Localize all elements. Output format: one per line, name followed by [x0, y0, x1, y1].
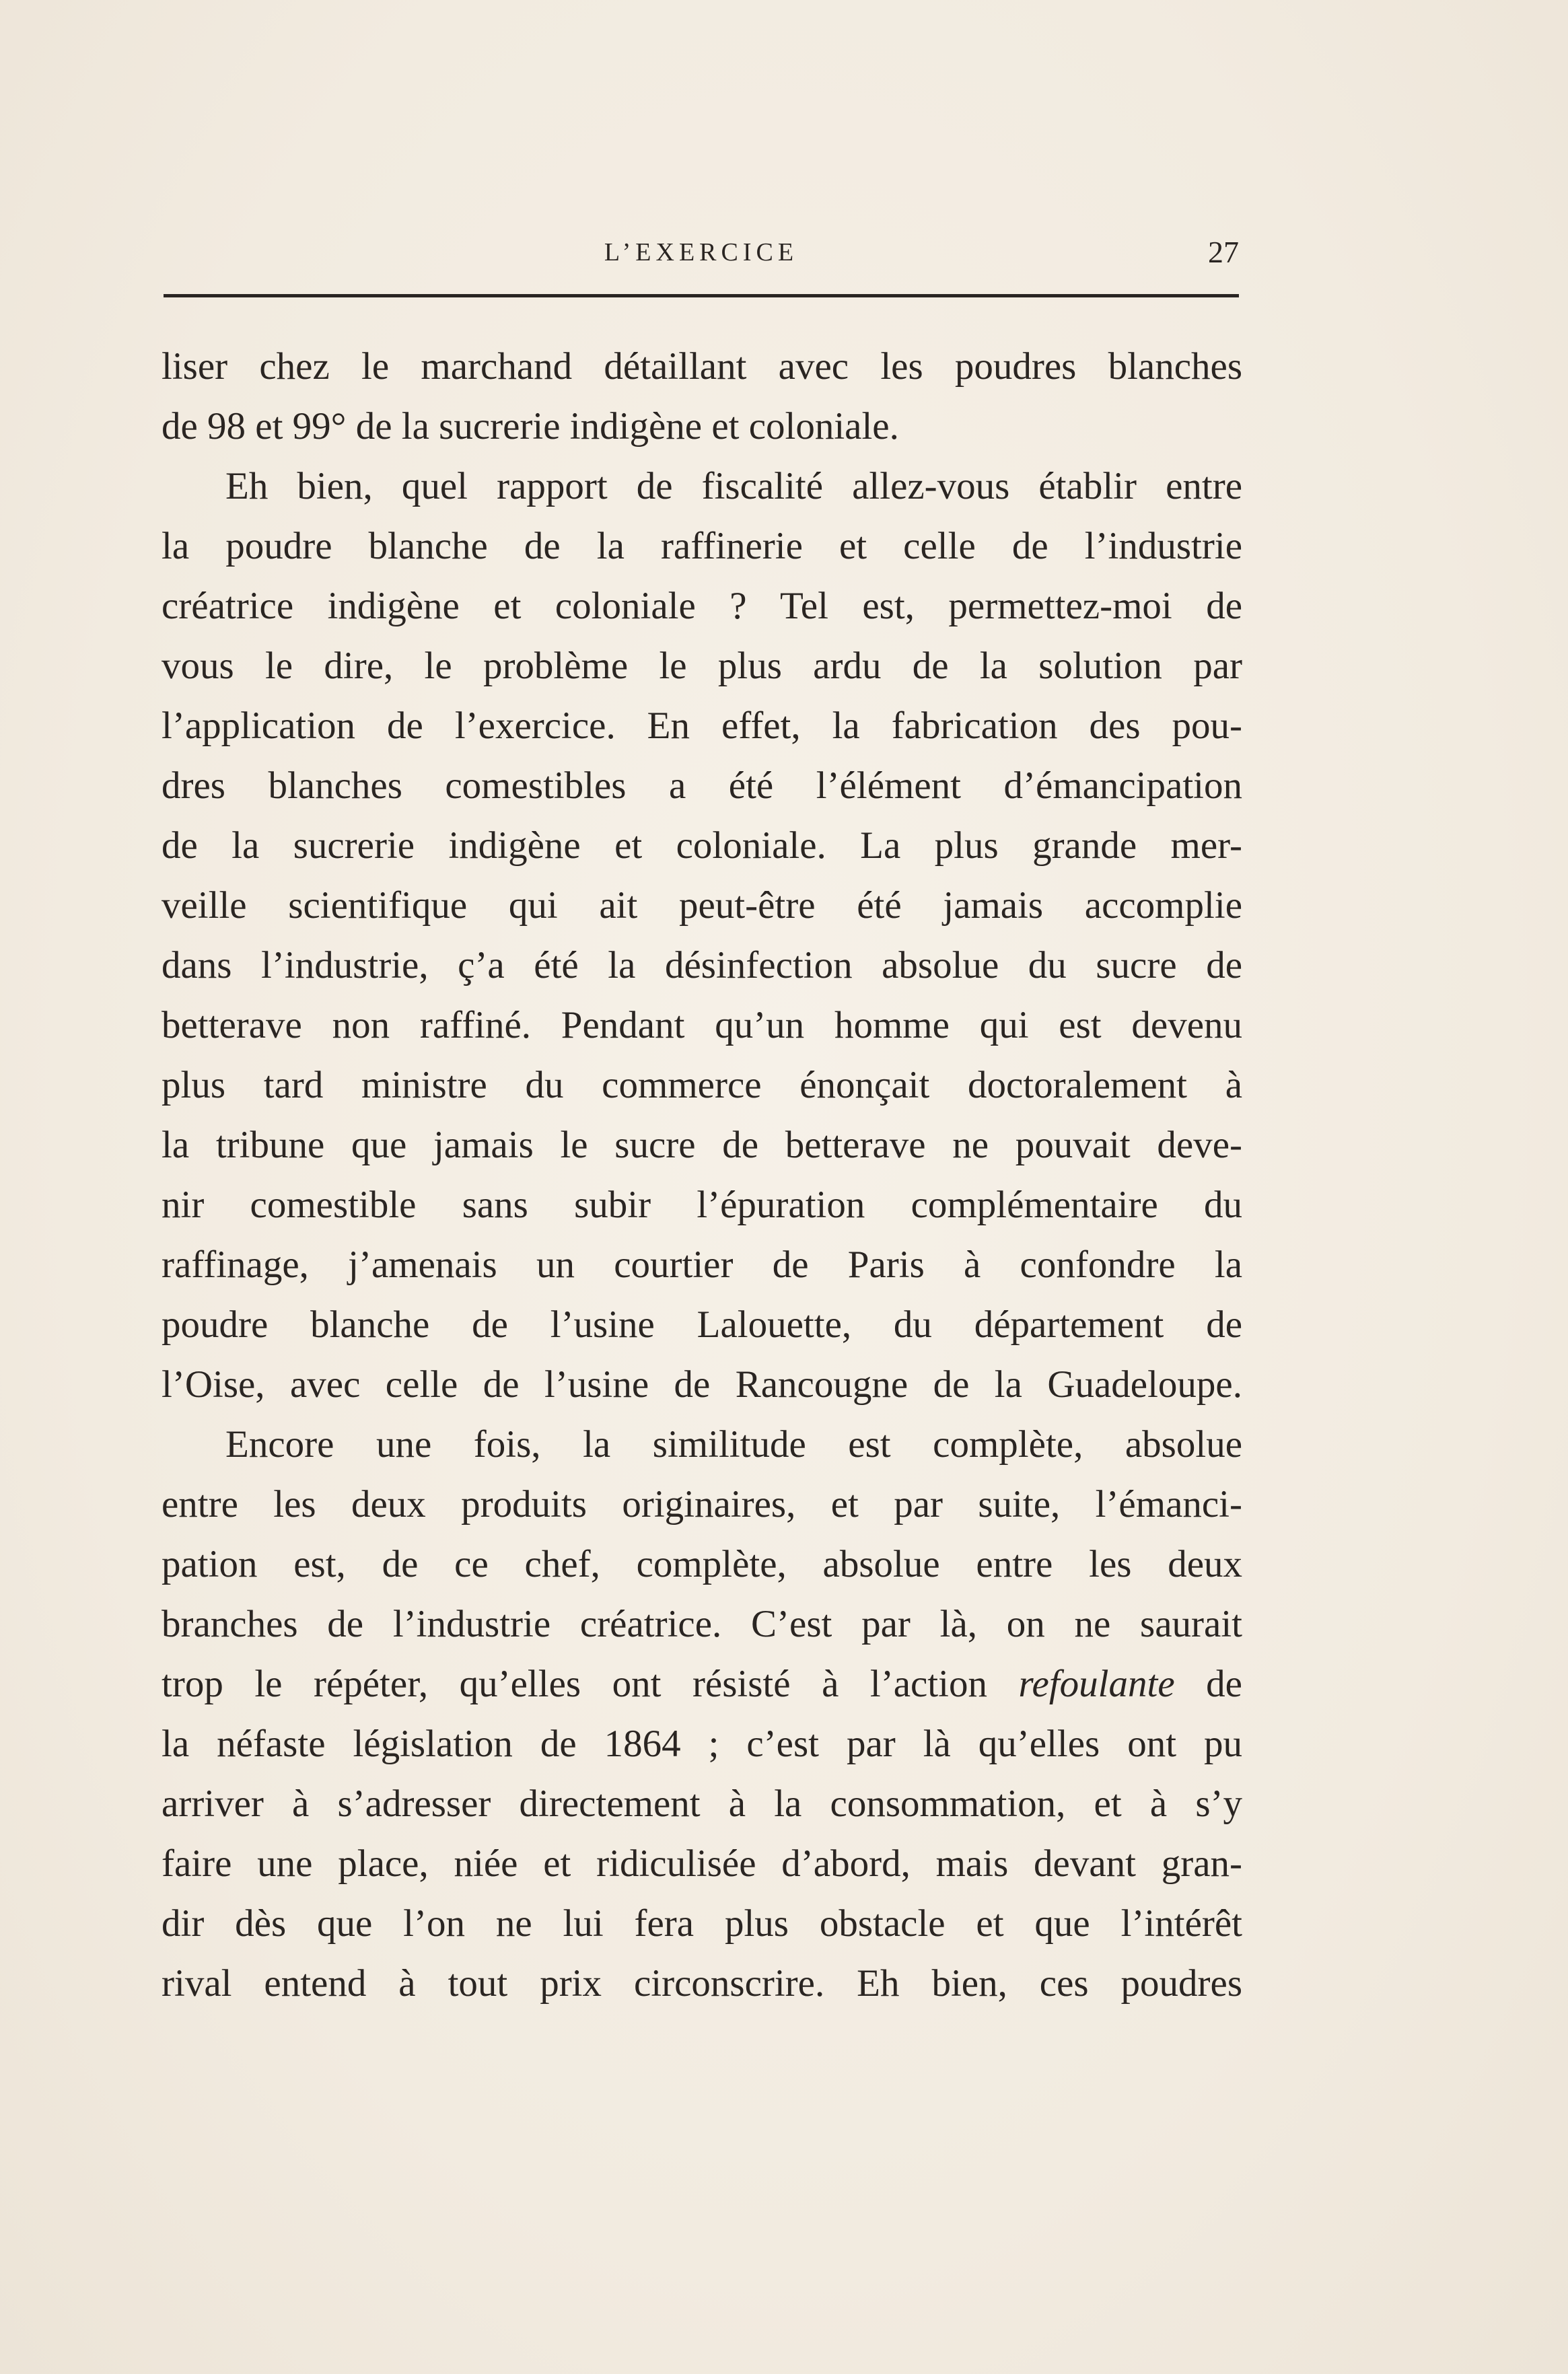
- running-title: L’EXERCICE: [604, 238, 799, 266]
- text-line: plus tard ministre du commerce énonçait doctoralement à: [162, 1064, 1242, 1106]
- text-line: la néfaste législation de 1864 ; c’est par là qu’elles ont pu: [162, 1723, 1242, 1765]
- text-line: Encore une fois, la similitude est complète, absolue: [225, 1423, 1242, 1466]
- running-head: [164, 232, 1239, 273]
- text-line: la tribune que jamais le sucre de betterave ne pouvait deve-: [162, 1124, 1242, 1166]
- text-line: dir dès que l’on ne lui fera plus obstacle et que l’intérêt: [162, 1902, 1242, 1945]
- text-line: [162, 1654, 1242, 1714]
- text-line: faire une place, niée et ridiculisée d’abord, mais devant gran-: [162, 1842, 1242, 1885]
- text-line: dans l’industrie, ç’a été la désinfection absolue du sucre de: [162, 944, 1242, 986]
- text-line: vous le dire, le problème le plus ardu de la solution par: [162, 645, 1242, 687]
- body-text: [162, 336, 1242, 2013]
- text-line: l’Oise, avec celle de l’usine de Rancougne de la Guadeloupe.: [162, 1363, 1242, 1406]
- text-line: raffinage, j’amenais un courtier de Paris à confondre la: [162, 1244, 1242, 1286]
- text-line: betterave non raffiné. Pendant qu’un homme qui est devenu: [162, 1004, 1242, 1046]
- page-number: 27: [1208, 235, 1239, 269]
- text-line: entre les deux produits originaires, et par suite, l’émanci-: [162, 1483, 1242, 1525]
- text-line: de 98 et 99° de la sucrerie indigène et coloniale.: [162, 405, 899, 447]
- text-line: Eh bien, quel rapport de fiscalité allez-vous établir entre: [225, 465, 1242, 507]
- text-line: pation est, de ce chef, complète, absolue entre les deux: [162, 1543, 1242, 1585]
- text-line: branches de l’industrie créatrice. C’est par là, on ne saurait: [162, 1603, 1242, 1645]
- text-line: poudre blanche de l’usine Lalouette, du département de: [162, 1303, 1242, 1346]
- text-line: arriver à s’adresser directement à la consommation, et à s’y: [162, 1783, 1242, 1825]
- text-line: créatrice indigène et coloniale ? Tel est, permettez-moi de: [162, 585, 1242, 627]
- header-rule: [164, 294, 1239, 297]
- text-line: rival entend à tout prix circonscrire. Eh bien, ces poudres: [162, 1962, 1242, 2005]
- text-span: de: [1174, 1663, 1242, 1705]
- text-line: liser chez le marchand détaillant avec les poudres blanches: [162, 345, 1242, 388]
- text-line: nir comestible sans subir l’épuration complémentaire du: [162, 1184, 1242, 1226]
- text-span: trop le répéter, qu’elles ont résisté à l’action: [162, 1663, 1019, 1705]
- text-line: l’application de l’exercice. En effet, la fabrication des pou-: [162, 705, 1242, 747]
- text-line: la poudre blanche de la raffinerie et celle de l’industrie: [162, 525, 1242, 567]
- italic-word: refoulante: [1018, 1663, 1175, 1705]
- text-line: veille scientifique qui ait peut-être été jamais accomplie: [162, 884, 1242, 927]
- text-line: dres blanches comestibles a été l’élément d’émancipation: [162, 764, 1242, 807]
- text-line: de la sucrerie indigène et coloniale. La plus grande mer-: [162, 824, 1242, 867]
